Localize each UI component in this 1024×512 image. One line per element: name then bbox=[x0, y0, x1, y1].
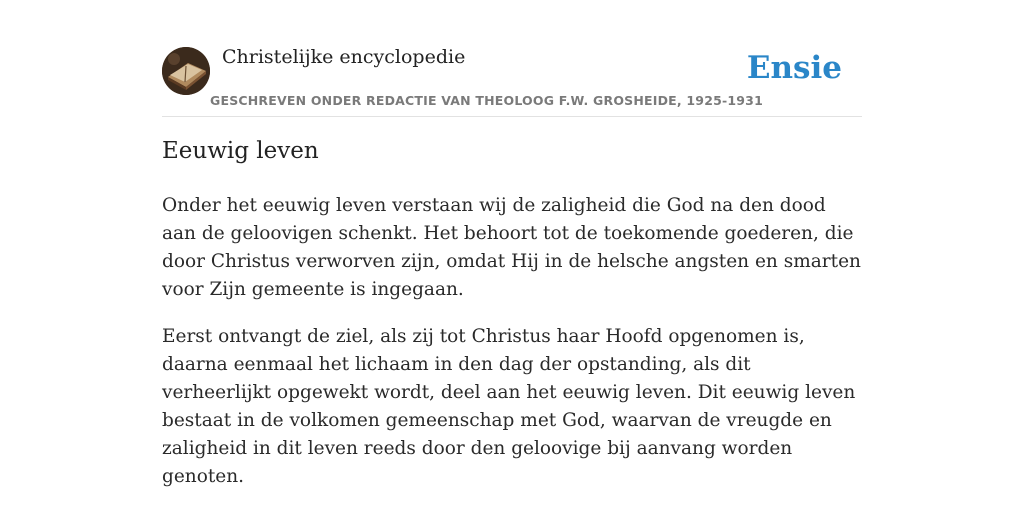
brand-logo[interactable]: Ensie bbox=[746, 50, 842, 86]
paragraph: Eerst ontvangt de ziel, als zij tot Christus haar Hoofd opgenomen is, daarna eenmaal het lichaam in den dag der opstanding, als dit verheerlijkt opgewekt wordt, deel aan het eeuwig leven. Dit eeuwig leven bestaat in de volkomen gemeenschap met God, waarvan de vreugde en zaligheid in dit leven reeds door den geloovige bij aanvang worden genoten. bbox=[162, 326, 856, 487]
book-photo-icon[interactable] bbox=[162, 47, 210, 95]
article-title: Eeuwig leven bbox=[162, 138, 319, 164]
encyclopedia-subtitle: GESCHREVEN ONDER REDACTIE VAN THEOLOOG F.W. GROSHEIDE, 1925-1931 bbox=[210, 93, 763, 108]
article-body bbox=[162, 192, 862, 510]
encyclopedia-header bbox=[162, 46, 862, 117]
encyclopedia-title[interactable]: Christelijke encyclopedie bbox=[222, 46, 466, 68]
paragraph: Onder het eeuwig leven verstaan wij de zaligheid die God na den dood aan de geloovigen schenkt. Het behoort tot de toekomende goederen, die door Christus verworven zijn, omdat Hij in de helsche angsten en smarten voor Zijn gemeente is ingegaan. bbox=[162, 195, 861, 300]
